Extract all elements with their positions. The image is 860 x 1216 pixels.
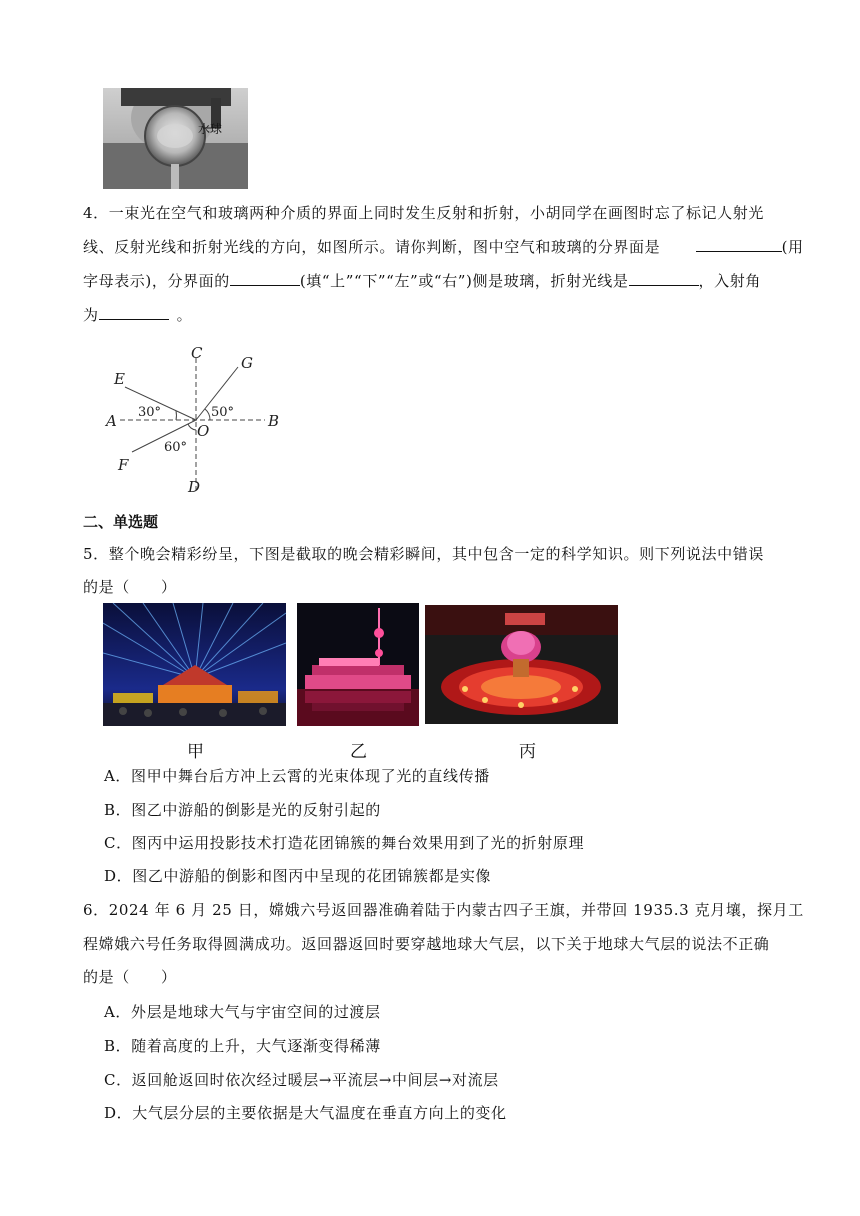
photo-bing <box>425 605 618 724</box>
photo-jia <box>103 603 286 726</box>
label-F: F <box>118 456 129 474</box>
ray-diagram <box>100 340 300 500</box>
angle-30: 30° <box>138 405 162 420</box>
q4-blank-refracted[interactable] <box>629 271 699 286</box>
water-ball-label: 水球 <box>198 122 223 136</box>
label-C: C <box>191 344 203 362</box>
q4-line1: 4．一束光在空气和玻璃两种介质的界面上同时发生反射和折射，小胡同学在画图时忘了标记人射光 <box>83 204 764 222</box>
q6-line3: 的是（ ） <box>83 968 177 986</box>
q5-line1: 5．整个晚会精彩纷呈，下图是截取的晚会精彩瞬间，其中包含一定的科学知识。则下列说法中错误 <box>83 545 764 563</box>
label-G: G <box>241 354 253 372</box>
caption-bing: 丙 <box>519 742 536 762</box>
angle-60: 60° <box>164 440 188 455</box>
q6-line1: 6．2024 年 6 月 25 日，嫦娥六号返回器准确着陆于内蒙古四子王旗，并带回 1935.3 克月壤，探月工 <box>83 901 804 919</box>
q4-line3: 字母表示)，分界面的 (填“上”“下”“左”或“右”)侧是玻璃，折射光线是 ，入射角 <box>83 272 761 290</box>
q4-number: 4． <box>83 204 109 222</box>
q5-option-d[interactable]: D．图乙中游船的倒影和图丙中呈现的花团锦簇都是实像 <box>104 867 492 885</box>
q4-line4: 为 。 <box>83 306 193 324</box>
q4-blank-incidence[interactable] <box>99 305 169 320</box>
label-O: O <box>197 422 210 440</box>
q6-option-b[interactable]: B．随着高度的上升，大气逐渐变得稀薄 <box>104 1037 381 1055</box>
caption-yi: 乙 <box>350 742 367 762</box>
q5-option-b[interactable]: B．图乙中游船的倒影是光的反射引起的 <box>104 801 381 819</box>
q6-option-a[interactable]: A．外层是地球大气与宇宙空间的过渡层 <box>104 1003 381 1021</box>
label-B: B <box>268 412 280 430</box>
q5-option-c[interactable]: C．图丙中运用投影技术打造花团锦簇的舞台效果用到了光的折射原理 <box>104 834 585 852</box>
q5-option-a[interactable]: A．图甲中舞台后方冲上云霄的光束体现了光的直线传播 <box>104 767 490 785</box>
q4-blank-side[interactable] <box>230 271 300 286</box>
q5-line2: 的是（ ） <box>83 578 177 596</box>
angle-50: 50° <box>211 405 235 420</box>
q6-option-d[interactable]: D．大气层分层的主要依据是大气温度在垂直方向上的变化 <box>104 1104 507 1122</box>
caption-jia: 甲 <box>187 742 204 762</box>
q5-number: 5． <box>83 545 109 563</box>
q6-line2: 程嫦娥六号任务取得圆满成功。返回器返回时要穿越地球大气层，以下关于地球大气层的说法不正确 <box>83 935 770 953</box>
water-ball-photo <box>103 88 248 189</box>
label-D: D <box>188 478 201 496</box>
q6-option-c[interactable]: C．返回舱返回时依次经过暖层→平流层→中间层→对流层 <box>104 1071 499 1089</box>
photo-yi <box>297 603 419 726</box>
label-A: A <box>106 412 117 430</box>
label-E: E <box>114 370 125 388</box>
section-title: 二、单选题 <box>83 513 159 531</box>
q4-line2: 线、反射光线和折射光线的方向，如图所示。请你判断，图中空气和玻璃的分界面是 (用 <box>83 238 804 256</box>
q6-number: 6． <box>83 901 109 919</box>
q4-blank-interface[interactable] <box>696 237 782 252</box>
